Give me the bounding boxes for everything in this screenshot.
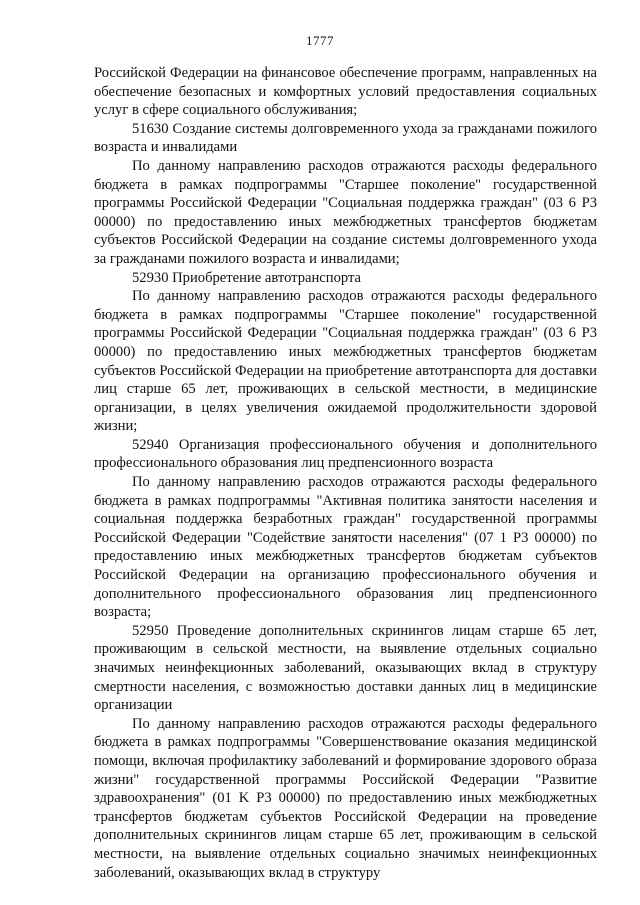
document-body [94, 64, 597, 882]
page-number: 1777 [306, 33, 334, 48]
paragraph-body: По данному направлению расходов отражаются расходы федерального бюджета в рамках подпрограммы "Старшее поколение" государственной программы Российской Федерации "Социальная поддержка граждан" (03 6 P3 00000) по предоставлению иных межбюджетных трансфертов бюджетам субъектов Российской Федерации на приобретение автотранспорта для доставки лиц старше 65 лет, проживающих в сельской местности, в медицинские организации, в целях увеличения ожидаемой продолжительности здоровой жизни; [94, 288, 597, 435]
paragraph-heading-52930: 52930 Приобретение автотранспорта [132, 269, 362, 286]
paragraph-heading-51630: 51630 Создание системы долговременного ухода за гражданами пожилого возраста и инвалидами [94, 120, 597, 156]
paragraph-body: По данному направлению расходов отражаются расходы федерального бюджета в рамках подпрограммы "Старшее поколение" государственной программы Российской Федерации "Социальная поддержка граждан" (03 6 P3 00000) по предоставлению иных межбюджетных трансфертов бюджетам субъектов Российской Федерации на создание системы долговременного ухода за гражданами пожилого возраста и инвалидами; [94, 157, 597, 267]
paragraph-heading-52950: 52950 Проведение дополнительных скринингов лицам старше 65 лет, проживающим в сельской местности, на выявление отдельных социально значимых неинфекционных заболеваний, оказывающих вклад в структуру смертности населения, с возможностью доставки данных лиц в медицинские организации [94, 622, 597, 714]
paragraph-heading-52940: 52940 Организация профессионального обучения и дополнительного профессионального образования лиц предпенсионного возраста [94, 436, 597, 472]
paragraph-body: По данному направлению расходов отражаются расходы федерального бюджета в рамках подпрограммы "Совершенствование оказания медицинской помощи, включая профилактику заболеваний и формирование здорового образа жизни" государственной программы Российской Федерации "Развитие здравоохранения" (01 K P3 00000) по предоставлению иных межбюджетных трансфертов бюджетам субъектов Российской Федерации на проведение дополнительных скринингов лицам старше 65 лет, проживающим в сельской местности, на выявление отдельных социально значимых неинфекционных заболеваний, оказывающих вклад в структуру [94, 715, 597, 881]
paragraph-continuation: Российской Федерации на финансовое обеспечение программ, направленных на обеспечение безопасных и комфортных условий предоставления социальных услуг в сфере социального обслуживания; [94, 65, 597, 119]
paragraph-body: По данному направлению расходов отражаются расходы федерального бюджета в рамках подпрограммы "Активная политика занятости населения и социальная поддержка безработных граждан" государственной программы Российской Федерации "Содействие занятости населения" (07 1 P3 00000) по предоставлению иных межбюджетных трансфертов бюджетам субъектов Российской Федерации на организацию профессионального обучения и дополнительного профессионального образования лиц предпенсионного возраста; [94, 474, 597, 621]
